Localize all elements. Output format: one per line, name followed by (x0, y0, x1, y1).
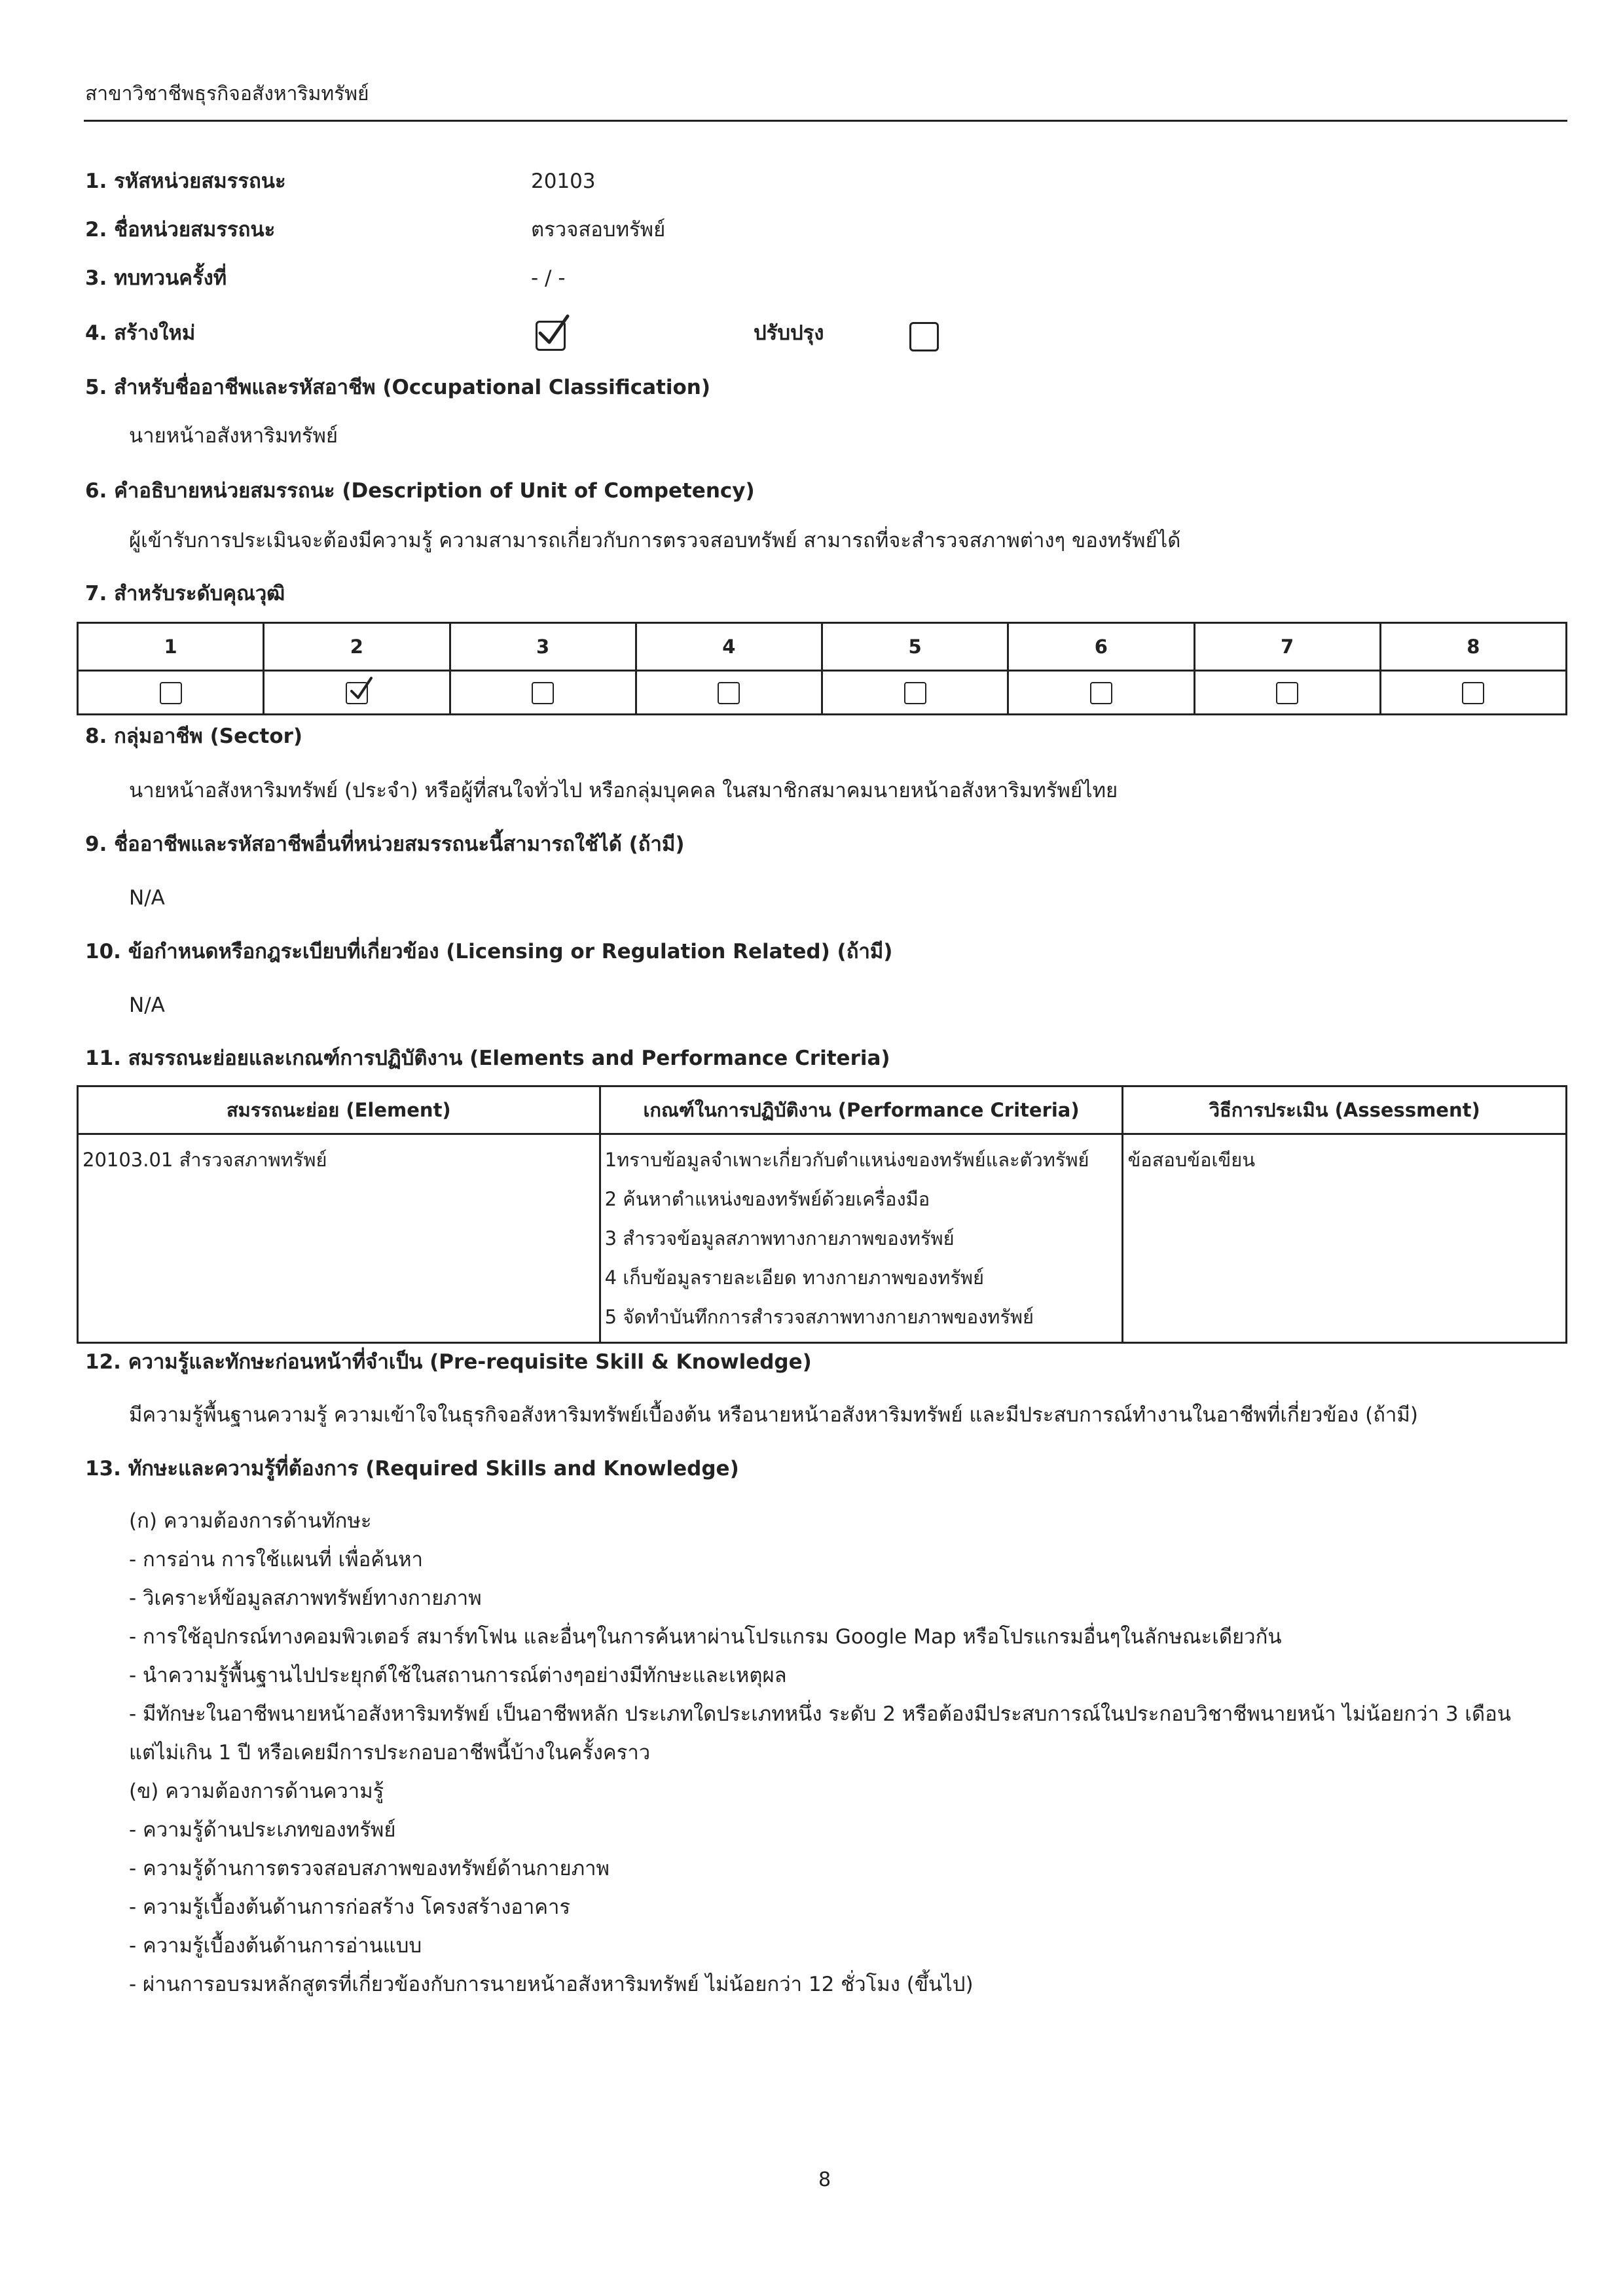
level-checkbox-row (78, 671, 1567, 715)
skills-list-item: - ความรู้เบื้องต้นด้านการก่อสร้าง โครงสร้างอาคาร (129, 1895, 571, 1919)
criteria-cell (600, 1134, 1123, 1343)
header-divider (84, 120, 1567, 122)
criteria-item: 5 จัดทำบันทึกการสำรวจสภาพทางกายภาพของทรัพย์ (604, 1306, 1034, 1328)
section-6-body: ผู้เข้ารับการประเมินจะต้องมีความรู้ ความสามารถเกี่ยวกับการตรวจสอบทรัพย์ สามารถที่จะสำรวจสภาพต่างๆ ของทรัพย์ได้ (129, 529, 1181, 552)
assessment-column-header: วิธีการประเมิน (Assessment) (1123, 1086, 1567, 1134)
elements-table (77, 1085, 1567, 1344)
skills-list-item: - ผ่านการอบรมหลักสูตรที่เกี่ยวข้องกับการนายหน้าอสังหาริมทรัพย์ ไม่น้อยกว่า 12 ชั่วโมง (ขึ้นไป) (129, 1973, 974, 1996)
skills-list-item: (ก) ความต้องการด้านทักษะ (129, 1509, 372, 1533)
status-revise-label: ปรับปรุง (754, 321, 824, 345)
criteria-column-header: เกณฑ์ในการปฏิบัติงาน (Performance Criteria) (600, 1086, 1123, 1134)
criteria-item: 4 เก็บข้อมูลรายละเอียด ทางกายภาพของทรัพย์ (604, 1266, 985, 1289)
section-6-title: 6. คำอธิบายหน่วยสมรรถนะ (Description of Unit of Competency) (85, 479, 755, 503)
section-9-body: N/A (129, 886, 165, 910)
section-9-title: 9. ชื่ออาชีพและรหัสอาชีพอื่นที่หน่วยสมรรถนะนี้สามารถใช้ได้ (ถ้ามี) (85, 833, 685, 856)
element-column-header: สมรรถนะย่อย (Element) (78, 1086, 600, 1134)
level-4-checkbox[interactable] (718, 682, 740, 704)
field-code-label: 1. รหัสหน่วยสมรรถนะ (85, 170, 286, 193)
status-revise-checkbox[interactable] (909, 322, 939, 351)
field-code-value: 20103 (531, 170, 596, 193)
section-5-body: นายหน้าอสังหาริมทรัพย์ (129, 424, 338, 448)
status-new-checkbox[interactable] (536, 321, 566, 351)
level-5-checkbox[interactable] (904, 682, 926, 704)
section-8-body: นายหน้าอสังหาริมทรัพย์ (ประจำ) หรือผู้ที่สนใจทั่วไป หรือกลุ่มบุคคล ในสมาชิกสมาคมนายหน้าอสังหาริมทรัพย์ไทย (129, 779, 1118, 802)
skills-list-item: - นำความรู้พื้นฐานไปประยุกต์ใช้ในสถานการณ์ต่างๆอย่างมีทักษะและเหตุผล (129, 1664, 787, 1687)
field-name-label: 2. ชื่อหน่วยสมรรถนะ (85, 218, 276, 242)
assessment-cell: ข้อสอบข้อเขียน (1123, 1134, 1567, 1343)
level-header: 5 (822, 623, 1008, 671)
skills-list-item: (ข) ความต้องการด้านความรู้ (129, 1780, 384, 1803)
section-13-title: 13. ทักษะและความรู้ที่ต้องการ (Required Skills and Knowledge) (85, 1457, 739, 1480)
skills-list-item: - ความรู้ด้านการตรวจสอบสภาพของทรัพย์ด้านกายภาพ (129, 1857, 610, 1880)
section-10-title: 10. ข้อกำหนดหรือกฎระเบียบที่เกี่ยวข้อง (Licensing or Regulation Related) (ถ้ามี) (85, 940, 893, 963)
level-header: 1 (78, 623, 264, 671)
level-header: 2 (264, 623, 450, 671)
skills-list-item: แต่ไม่เกิน 1 ปี หรือเคยมีการประกอบอาชีพนี้บ้างในครั้งคราว (129, 1741, 651, 1765)
level-header: 6 (1008, 623, 1194, 671)
criteria-item: 2 ค้นหาตำแหน่งของทรัพย์ด้วยเครื่องมือ (604, 1188, 930, 1210)
skills-list-item: - ความรู้เบื้องต้นด้านการอ่านแบบ (129, 1934, 422, 1958)
level-3-checkbox[interactable] (532, 682, 554, 704)
section-5-title: 5. สำหรับชื่ออาชีพและรหัสอาชีพ (Occupational Classification) (85, 376, 710, 399)
section-11-title: 11. สมรรถนะย่อยและเกณฑ์การปฏิบัติงาน (Elements and Performance Criteria) (85, 1047, 890, 1070)
level-7-checkbox[interactable] (1276, 682, 1298, 704)
criteria-item: 3 สำรวจข้อมูลสภาพทางกายภาพของทรัพย์ (604, 1227, 955, 1249)
section-12-body: มีความรู้พื้นฐานความรู้ ความเข้าใจในธุรกิจอสังหาริมทรัพย์เบื้องต้น หรือนายหน้าอสังหาริมทรัพย์ และมีประสบการณ์ทำงานในอาชีพที่เกี่ยวข้อง (ถ้ามี) (129, 1403, 1418, 1427)
level-header: 3 (450, 623, 636, 671)
level-header: 4 (636, 623, 822, 671)
level-header-row (78, 623, 1567, 671)
section-7-title: 7. สำหรับระดับคุณวุฒิ (85, 582, 285, 605)
page-header: สาขาวิชาชีพธุรกิจอสังหาริมทรัพย์ (85, 82, 369, 105)
section-12-title: 12. ความรู้และทักษะก่อนหน้าที่จำเป็น (Pre-requisite Skill & Knowledge) (85, 1350, 812, 1374)
field-name-value: ตรวจสอบทรัพย์ (531, 218, 666, 242)
level-header: 8 (1380, 623, 1566, 671)
element-cell: 20103.01 สำรวจสภาพทรัพย์ (78, 1134, 600, 1343)
status-new-label: 4. สร้างใหม่ (85, 321, 196, 345)
section-10-body: N/A (129, 994, 165, 1017)
skills-list-item: - การใช้อุปกรณ์ทางคอมพิวเตอร์ สมาร์ทโฟน และอื่นๆในการค้นหาผ่านโปรแกรม Google Map หรือโปรแกรมอื่นๆในลักษณะเดียวกัน (129, 1625, 1282, 1649)
qualification-level-table (77, 622, 1567, 715)
level-2-checkbox[interactable] (346, 682, 368, 704)
checkmark-icon (535, 311, 574, 350)
criteria-item: 1ทราบข้อมูลจำเพาะเกี่ยวกับตำแหน่งของทรัพย์และตัวทรัพย์ (604, 1149, 1089, 1171)
level-6-checkbox[interactable] (1090, 682, 1112, 704)
skills-list-item: - มีทักษะในอาชีพนายหน้าอสังหาริมทรัพย์ เป็นอาชีพหลัก ประเภทใดประเภทหนึ่ง ระดับ 2 หรือต้องมีประสบการณ์ในประกอบวิชาชีพนายหน้า ไม่น้อยกว่า 3 เดือน (129, 1702, 1511, 1726)
level-8-checkbox[interactable] (1462, 682, 1484, 704)
section-8-title: 8. กลุ่มอาชีพ (Sector) (85, 725, 303, 748)
field-review-label: 3. ทบทวนครั้งที่ (85, 266, 227, 290)
skills-list-item: - การอ่าน การใช้แผนที่ เพื่อค้นหา (129, 1548, 423, 1571)
skills-list-item: - ความรู้ด้านประเภทของทรัพย์ (129, 1818, 396, 1842)
level-1-checkbox[interactable] (160, 682, 182, 704)
elements-header-row (78, 1086, 1567, 1134)
level-header: 7 (1194, 623, 1380, 671)
page-number: 8 (818, 2168, 831, 2191)
skills-list-item: - วิเคราะห์ข้อมูลสภาพทรัพย์ทางกายภาพ (129, 1587, 482, 1610)
checkmark-icon (348, 674, 374, 703)
table-row (78, 1134, 1567, 1343)
field-review-value: - / - (531, 266, 566, 290)
